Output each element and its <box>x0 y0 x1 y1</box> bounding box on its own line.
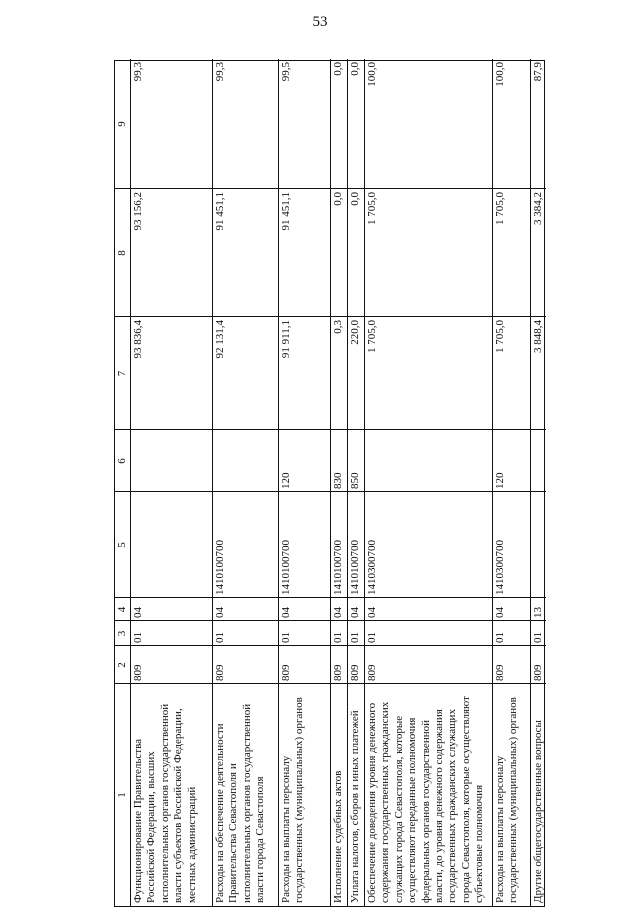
table-row <box>131 59 213 906</box>
table-row <box>213 59 279 906</box>
header-col-1: 1 <box>116 792 128 798</box>
cell-plan: 3 848,4 <box>532 320 544 353</box>
cell-subsection: 04 <box>366 607 378 618</box>
cell-target: 1410300700 <box>494 540 506 595</box>
table-row <box>331 59 348 906</box>
cell-target <box>531 492 533 598</box>
cell-target: 1410100700 <box>349 540 361 595</box>
cell-plan: 1 705,0 <box>366 320 378 353</box>
cell-section: 01 <box>349 632 361 643</box>
cell-percent: 99,5 <box>280 62 292 82</box>
cell-ministry: 809 <box>332 664 344 681</box>
cell-subsection: 04 <box>332 607 344 618</box>
row-name: Обеспечение доведения уровня денежного содержания государственных гражданских служащих города Севастополя, которые осуществляют переданные полномочия федеральных органов государственной власти, до уровня денежного содержания государственных гражданских служащих города Севастополя, которые осуществляют субъектовые полномочия <box>366 696 486 903</box>
row-name: Расходы на выплаты персоналу государственных (муниципальных) органов <box>280 697 306 903</box>
row-name: Другие общегосударственные вопросы <box>532 720 544 903</box>
table-header <box>115 59 131 906</box>
cell-ministry: 809 <box>132 664 144 681</box>
cell-subsection: 04 <box>132 607 144 618</box>
cell-target: 1410100700 <box>332 540 344 595</box>
cell-target: 1410100700 <box>214 540 226 595</box>
header-col-7: 7 <box>116 370 128 377</box>
cell-expense-type: 120 <box>494 472 506 489</box>
header-col-5: 5 <box>116 542 128 548</box>
cell-ministry: 809 <box>494 664 506 681</box>
header-col-4: 4 <box>116 606 128 613</box>
cell-actual: 0,0 <box>349 192 361 206</box>
cell-section: 01 <box>280 632 292 643</box>
cell-expense-type <box>213 430 215 492</box>
header-col-3: 3 <box>116 630 128 637</box>
cell-percent: 100,0 <box>494 62 506 87</box>
budget-table <box>114 60 545 907</box>
cell-section: 01 <box>332 632 344 643</box>
cell-target: 1410100700 <box>280 540 292 595</box>
cell-percent: 99,3 <box>132 62 144 82</box>
cell-actual: 91 451,1 <box>214 192 226 231</box>
row-name: Расходы на выплаты персоналу государственных (муниципальных) органов <box>494 697 520 903</box>
table-row <box>365 59 493 906</box>
table-row <box>348 59 365 906</box>
cell-plan: 1 705,0 <box>494 320 506 353</box>
cell-subsection: 04 <box>494 607 506 618</box>
table-row <box>493 59 531 906</box>
rotated-table-area <box>114 60 545 907</box>
cell-ministry: 809 <box>532 664 544 681</box>
cell-percent: 100,0 <box>366 62 378 87</box>
cell-actual: 3 384,2 <box>532 192 544 225</box>
cell-percent: 0,0 <box>332 62 344 76</box>
cell-section: 01 <box>214 632 226 643</box>
cell-expense-type: 850 <box>349 472 361 489</box>
cell-ministry: 809 <box>280 664 292 681</box>
cell-expense-type: 120 <box>280 472 292 489</box>
cell-percent: 0,0 <box>349 62 361 76</box>
cell-expense-type <box>531 430 533 492</box>
row-name: Уплата налогов, сборов и иных платежей <box>349 710 361 903</box>
cell-section: 01 <box>366 632 378 643</box>
table-row <box>531 59 546 906</box>
cell-subsection: 13 <box>532 607 544 618</box>
cell-plan: 92 131,4 <box>214 320 226 359</box>
cell-actual: 1 705,0 <box>494 192 506 225</box>
cell-ministry: 809 <box>366 664 378 681</box>
header-col-2: 2 <box>116 662 128 668</box>
row-name: Функционирование Правительства Российской Федерации, высших исполнительных органов государственной власти субъектов Российской Федерации, местных администраций <box>132 703 198 903</box>
page-number: 53 <box>312 14 328 30</box>
cell-actual: 1 705,0 <box>366 192 378 225</box>
row-name: Расходы на обеспечение деятельности Правительства Севастополя и исполнительных органов государственной власти города Севастополя <box>214 703 267 903</box>
cell-subsection: 04 <box>214 607 226 618</box>
cell-plan: 0,3 <box>332 320 344 334</box>
cell-plan: 93 836,4 <box>132 320 144 359</box>
cell-subsection: 04 <box>280 607 292 618</box>
header-col-6: 6 <box>116 458 128 464</box>
cell-expense-type <box>365 430 367 492</box>
cell-expense-type <box>131 430 133 492</box>
table-row <box>279 59 331 906</box>
cell-ministry: 809 <box>214 664 226 681</box>
cell-percent: 87,9 <box>532 62 544 82</box>
cell-actual: 91 451,1 <box>280 192 292 231</box>
cell-subsection: 04 <box>349 607 361 618</box>
cell-plan: 91 911,1 <box>280 320 292 359</box>
cell-percent: 99,3 <box>214 62 226 82</box>
cell-ministry: 809 <box>349 664 361 681</box>
cell-actual: 93 156,2 <box>132 192 144 231</box>
cell-target: 1410300700 <box>366 540 378 595</box>
row-name: Исполнение судебных актов <box>332 770 344 903</box>
cell-plan: 220,0 <box>349 320 361 345</box>
cell-target <box>131 492 133 598</box>
cell-section: 01 <box>494 632 506 643</box>
cell-section: 01 <box>132 632 144 643</box>
cell-section: 01 <box>532 632 544 643</box>
header-col-9: 9 <box>116 121 128 127</box>
cell-expense-type: 830 <box>332 472 344 489</box>
cell-actual: 0,0 <box>332 192 344 206</box>
header-col-8: 8 <box>116 250 128 256</box>
